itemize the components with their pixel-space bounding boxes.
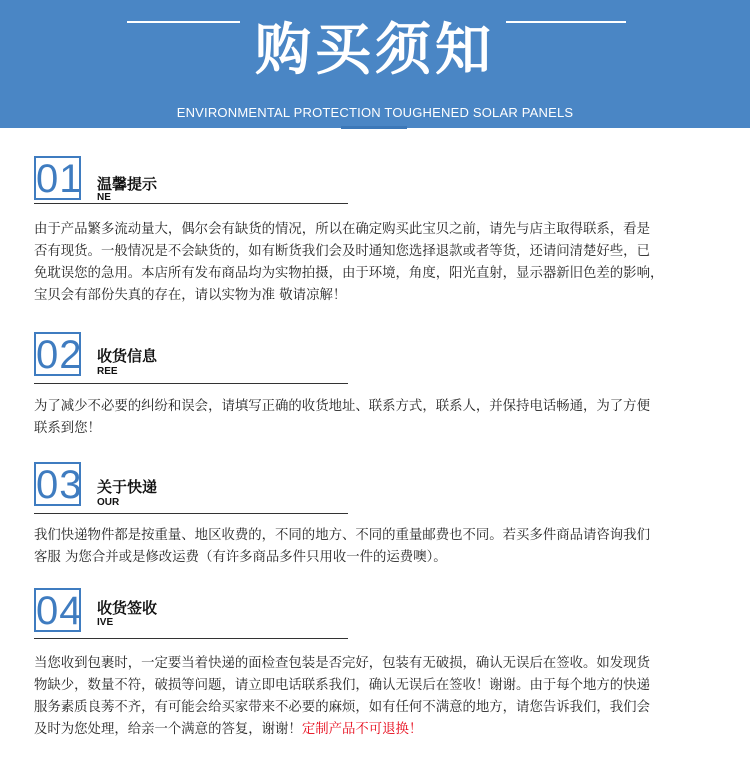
section-number-badge: 03 [36,463,83,507]
section-code: REE [97,366,118,377]
page-title: 购买须知 [255,18,495,83]
section-number-badge: 01 [36,157,83,201]
page-subtitle: ENVIRONMENTAL PROTECTION TOUGHENED SOLAR PANELS [176,105,574,120]
warning-text: 定制产品不可退换！ [301,722,423,737]
text-line: 联系到您！ [34,421,101,436]
text-line: 当您收到包裹时，一定要当着快递的面检查包装是否完好，包装有无破损，确认无误后在签收。如发现货 [34,656,650,671]
section-code: IVE [97,617,114,628]
section-body [34,525,724,569]
header-accent-bar [341,126,407,129]
section-title: 收货信息 [97,347,158,365]
text-line: 物缺少，数量不符，破损等问题，请立即电话联系我们，确认无误后在签收！谢谢。由于每个地方的快递 [34,678,650,693]
text-line: 服务素质良莠不齐，有可能会给买家带来不必要的麻烦，如有任何不满意的地方，请您告诉我们，我们会 [34,700,650,715]
text-line: 客服 为您合并或是修改运费（有许多商品多件只用收一件的运费噢）。 [34,550,447,565]
section-divider [34,383,348,384]
text-line: 免耽误您的急用。本店所有发布商品均为实物拍摄，由于环境，角度，阳光直射，显示器新旧色差的影响， [34,266,664,281]
section-number-badge: 02 [36,333,83,377]
text-line: 宝贝会有部份失真的存在，请以实物为准 敬请凉解！ [34,288,347,303]
text-line: 由于产品繁多流动量大，偶尔会有缺货的情况，所以在确定购买此宝贝之前，请先与店主取得联系，看是 [34,222,650,237]
section-title: 关于快递 [97,478,158,496]
section-divider [34,638,348,639]
section-code: NE [97,192,111,203]
text-line: 我们快递物件都是按重量、地区收费的，不同的地方、不同的重量邮费也不同。若买多件商品请咨询我们 [34,528,650,543]
text-line [34,719,724,741]
section-number-badge: 04 [36,589,83,633]
section-body [34,396,724,440]
text-line-lead: 及时为您处理，给亲一个满意的答复，谢谢！ [34,722,302,737]
section-divider [34,203,348,204]
section-code: OUR [97,497,120,508]
section-body [34,219,724,307]
section-body [34,653,724,741]
section-divider [34,513,348,514]
section-title: 温馨提示 [97,175,158,193]
text-line: 为了减少不必要的纠纷和误会，请填写正确的收货地址、联系方式，联系人，并保持电话畅通，为了方便 [34,399,650,414]
header-banner [0,0,750,128]
section-title: 收货签收 [97,599,158,617]
text-line: 否有现货。一般情况是不会缺货的，如有断货我们会及时通知您选择退款或者等货，还请问清楚好些，已 [34,244,650,259]
